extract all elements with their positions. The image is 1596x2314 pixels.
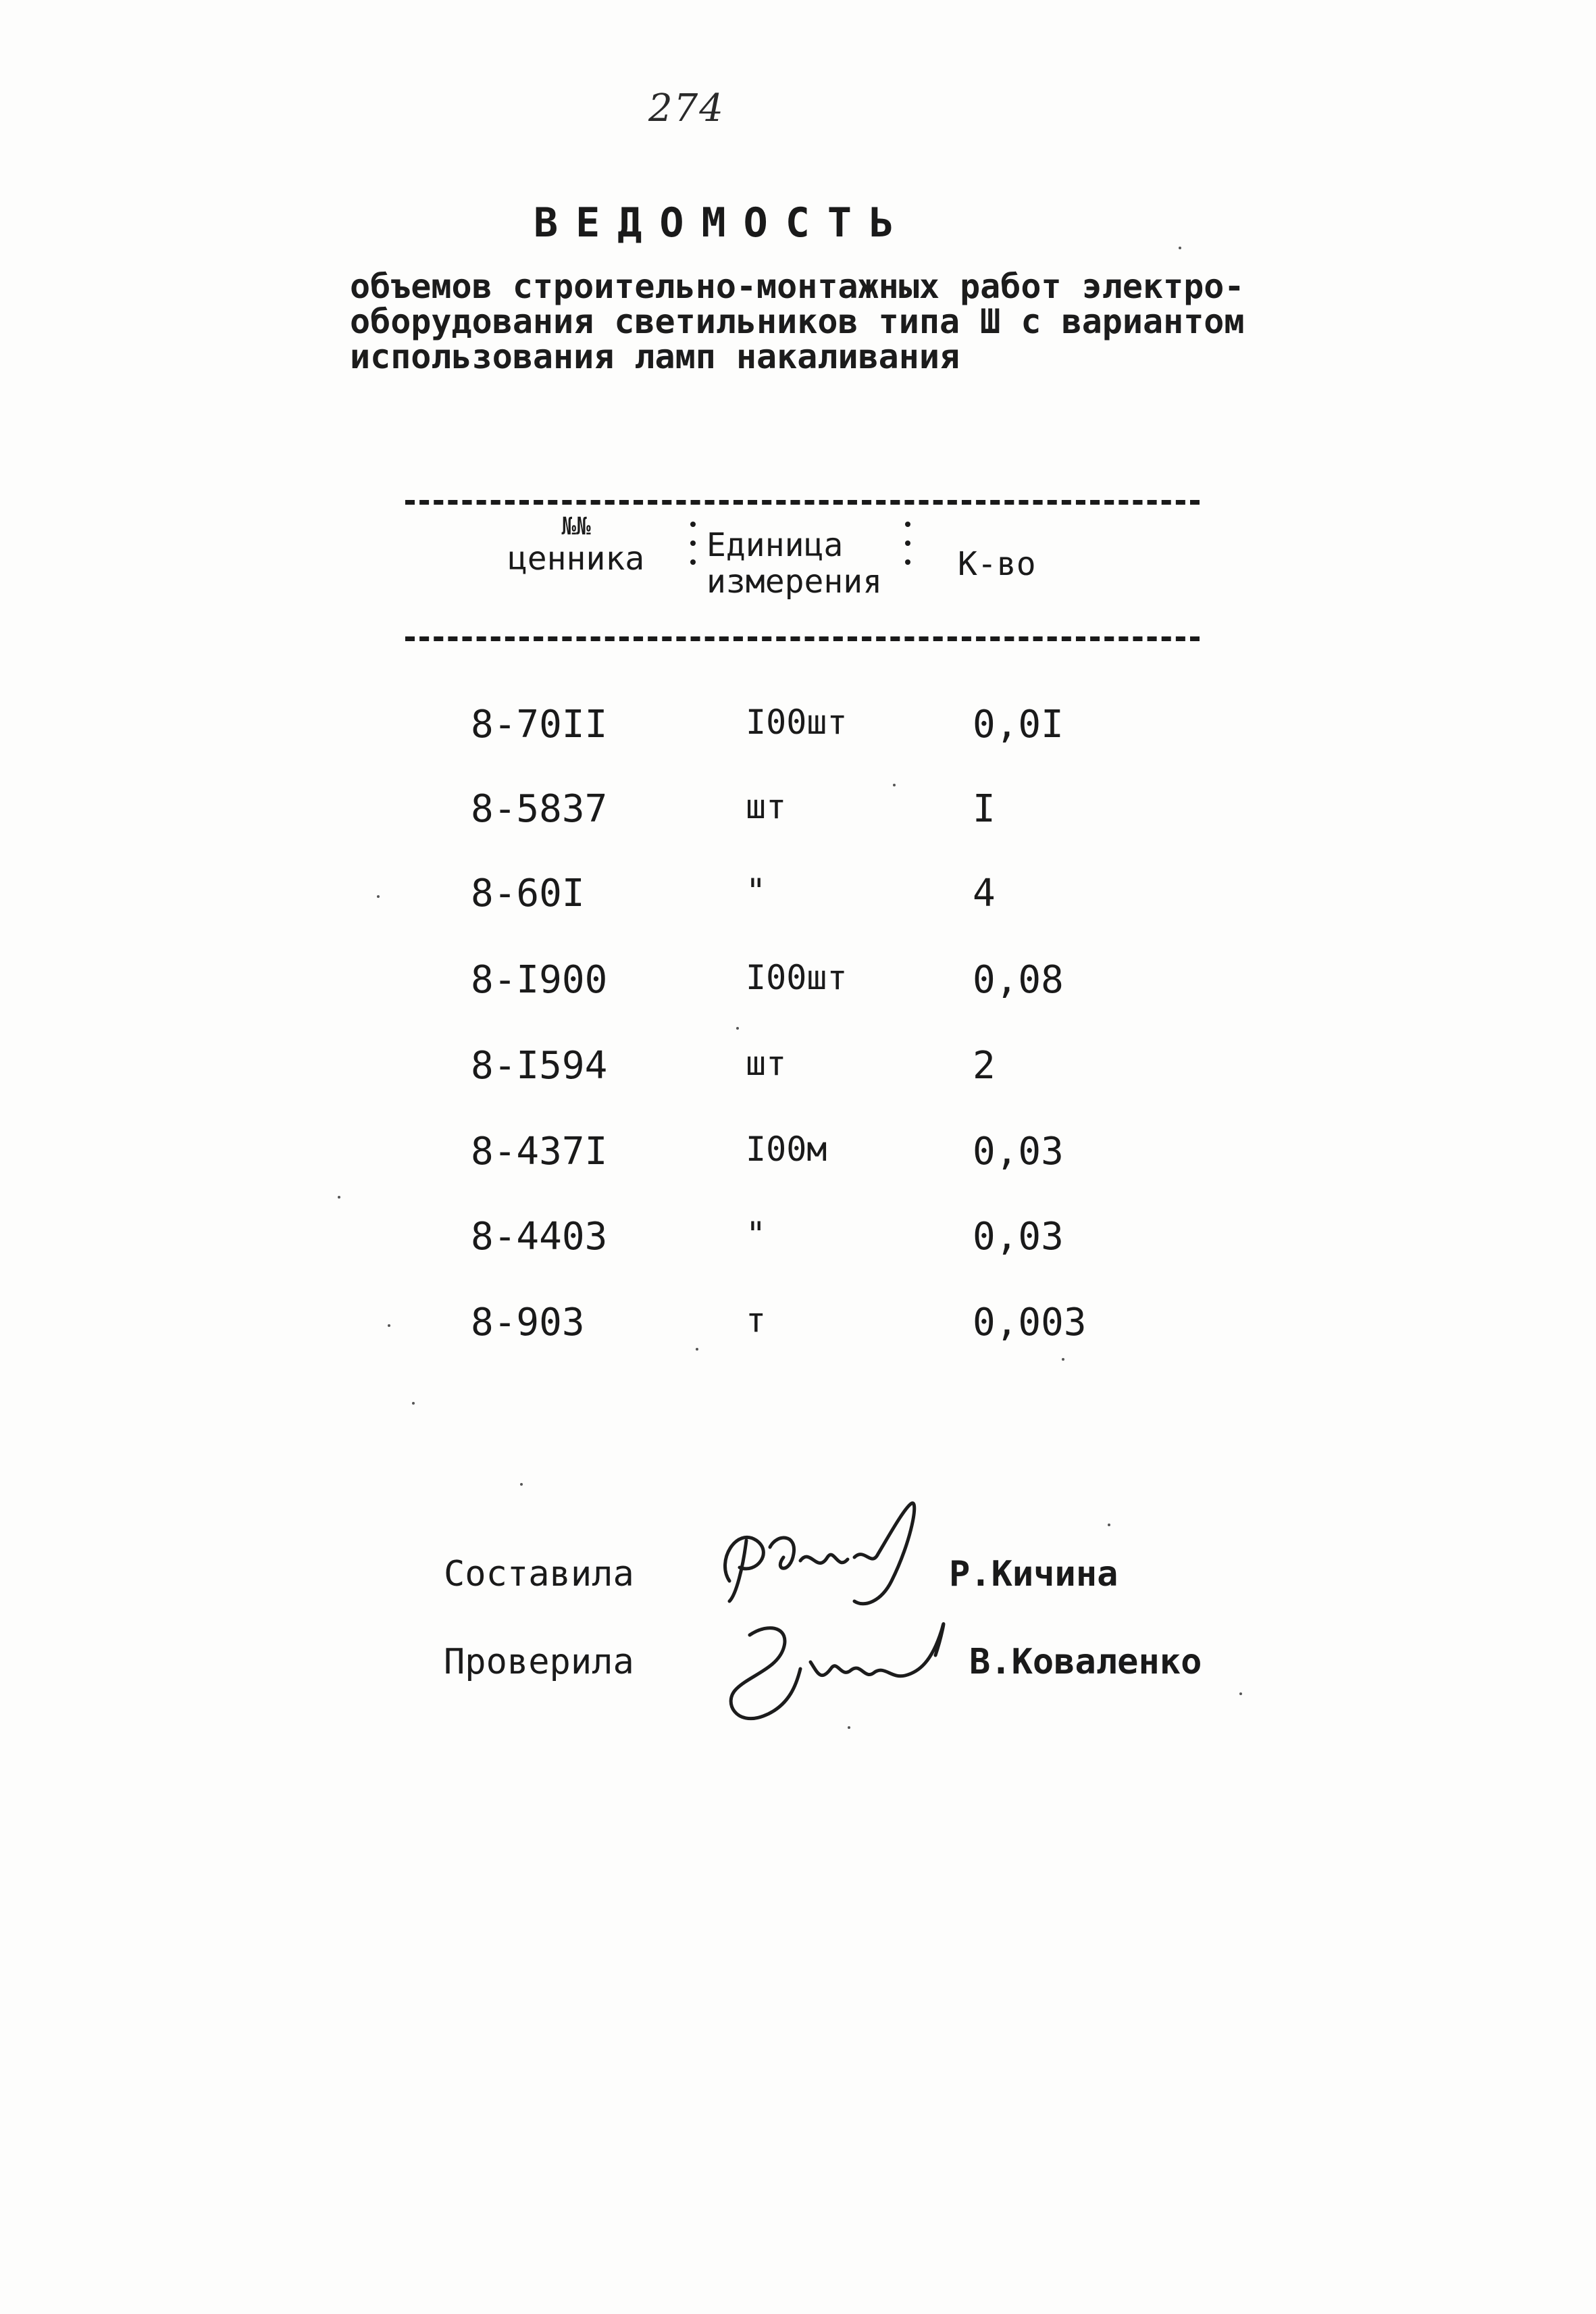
table-row xyxy=(0,1215,1596,1269)
row-quantity: I xyxy=(973,787,996,831)
handwritten-signature-compiled xyxy=(709,1500,952,1615)
header-quantity: К-во xyxy=(958,545,1036,583)
row-code: 8-903 xyxy=(471,1301,585,1344)
table-row xyxy=(0,958,1596,1012)
row-quantity: 0,0I xyxy=(973,703,1064,747)
row-unit: I00шт xyxy=(746,703,848,742)
table-header-bottom-rule xyxy=(405,636,1200,641)
row-quantity: 0,003 xyxy=(973,1301,1087,1344)
row-code: 8-I900 xyxy=(471,958,608,1002)
compiled-by-label: Составила xyxy=(444,1554,634,1594)
row-unit: I00шт xyxy=(746,958,848,997)
row-quantity: 4 xyxy=(973,872,996,915)
row-quantity: 2 xyxy=(973,1044,996,1088)
scan-speck xyxy=(377,895,380,898)
table-top-rule xyxy=(405,500,1200,505)
table-row xyxy=(0,1044,1596,1098)
compiled-by-name: Р.Кичина xyxy=(949,1554,1118,1594)
subtitle-line: использования ламп накаливания xyxy=(350,337,960,376)
checked-by-name: В.Коваленко xyxy=(969,1642,1202,1682)
row-quantity: 0,03 xyxy=(973,1130,1064,1174)
subtitle-line: оборудования светильников типа Ш с вариантом xyxy=(350,302,1245,341)
header-code-sign: №№ xyxy=(561,513,591,540)
table-row xyxy=(0,703,1596,757)
checked-by-label: Проверила xyxy=(444,1642,634,1682)
table-row xyxy=(0,1130,1596,1184)
scan-speck xyxy=(520,1483,523,1486)
row-code: 8-I594 xyxy=(471,1044,608,1088)
table-row xyxy=(0,872,1596,926)
scan-speck xyxy=(736,1027,739,1030)
row-unit: т xyxy=(746,1301,767,1340)
row-unit: шт xyxy=(746,1044,787,1083)
row-code: 8-4403 xyxy=(471,1215,608,1259)
scan-speck xyxy=(388,1324,390,1327)
table-row xyxy=(0,1301,1596,1355)
header-code-label: ценника xyxy=(507,540,645,578)
row-unit: шт xyxy=(746,787,787,826)
header-unit xyxy=(706,527,882,600)
table-row xyxy=(0,787,1596,841)
scan-speck xyxy=(1108,1524,1110,1526)
scan-speck xyxy=(1239,1692,1242,1695)
handwritten-signature-checked xyxy=(709,1608,966,1730)
document-subtitle xyxy=(350,269,1309,374)
scan-speck xyxy=(338,1196,340,1199)
scan-speck xyxy=(848,1726,850,1729)
header-code xyxy=(498,513,654,577)
scan-speck xyxy=(1062,1358,1064,1361)
row-unit: I00м xyxy=(746,1130,827,1169)
scan-speck xyxy=(696,1348,698,1351)
row-code: 8-60I xyxy=(471,872,585,915)
page-number: 274 xyxy=(648,86,725,130)
subtitle-line: объемов строительно-монтажных работ электро- xyxy=(350,267,1245,306)
scan-speck xyxy=(893,784,896,786)
row-unit: " xyxy=(746,872,767,911)
document-title: ВЕДОМОСТЬ xyxy=(534,199,912,247)
row-code: 8-70II xyxy=(471,703,608,747)
scan-speck xyxy=(412,1402,415,1405)
header-unit-line1: Единица xyxy=(706,526,844,564)
row-code: 8-5837 xyxy=(471,787,608,831)
scan-speck xyxy=(1179,247,1181,249)
column-separator xyxy=(690,522,696,578)
row-code: 8-437I xyxy=(471,1130,608,1174)
header-unit-line2: измерения xyxy=(706,563,883,601)
row-quantity: 0,08 xyxy=(973,958,1064,1002)
row-unit: " xyxy=(746,1215,767,1254)
row-quantity: 0,03 xyxy=(973,1215,1064,1259)
column-separator xyxy=(905,522,910,578)
